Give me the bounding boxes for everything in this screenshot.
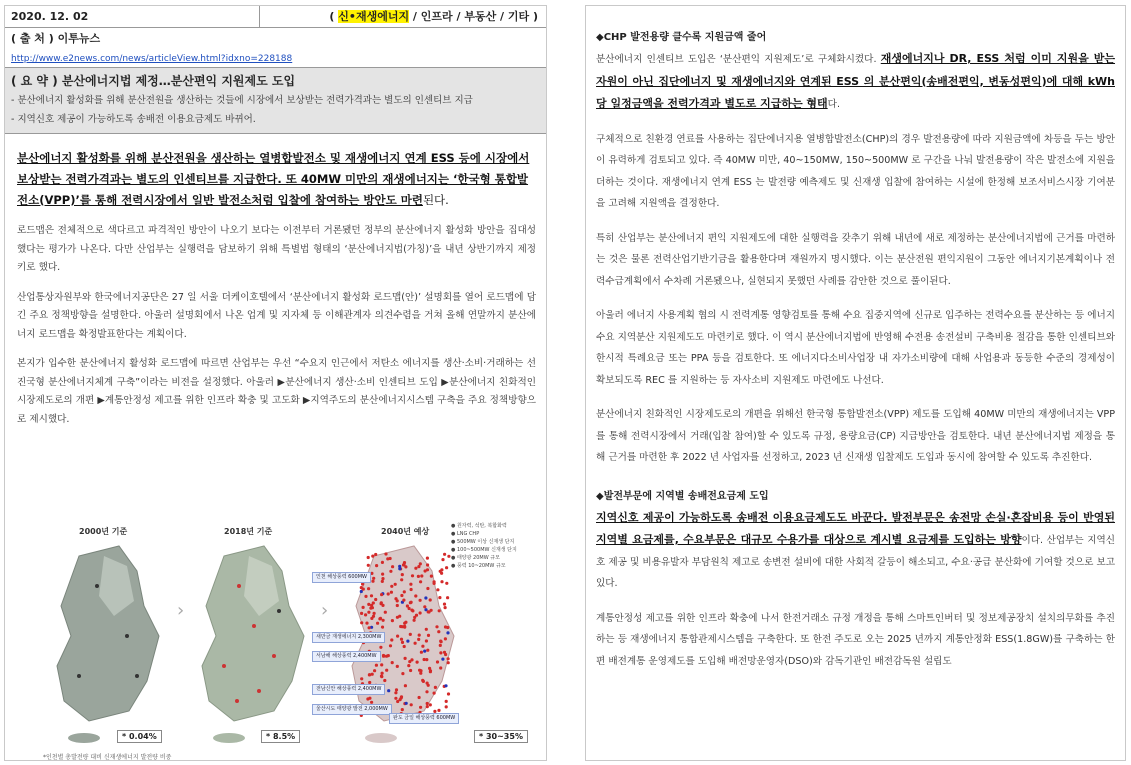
map-footnote: *인천별 총발전량 대비 신재생에너지 발전량 비중	[43, 754, 172, 761]
map-callout: 서남해 해상풍력 2,400MW	[312, 651, 381, 662]
source-url-link[interactable]: http://www.e2news.com/news/articleView.html?idxno=228188	[5, 50, 546, 68]
paragraph: 로드맵은 전체적으로 색다르고 파격적인 방안이 나오기 보다는 이전부터 거론됐던 정부의 분산에너지 활성화 방안을 집대성했다는 평가가 나온다. 다만 산업부는 실행력을 담보하기 위해 특별법 형태의 ‘분산에너지법(가칭)’을 내년 상반기까지 제정키로 했다.	[17, 225, 536, 273]
article-body	[5, 148, 546, 429]
svg-text:›: ›	[321, 600, 329, 621]
map-callout: 울산시도 태양광 발전 2,000MW	[312, 704, 392, 715]
legend-item: ● 풍력 10~20MW 규모	[451, 563, 506, 569]
section-heading-tariff: ◆발전부문에 지역별 송배전요금제 도입	[596, 490, 769, 502]
category-rest: / 인프라 / 부동산 / 기타 )	[412, 10, 538, 23]
summary-box	[5, 68, 546, 134]
korea-map-2018	[202, 546, 304, 743]
map-share-2000: * 0.04%	[117, 730, 162, 743]
summary-line: - 분산에너지 활성화를 위해 분산전원을 생산하는 것들에 시장에서 보상받는 전력가격과는 별도의 인센티브 지급	[11, 95, 473, 106]
page-header	[5, 6, 546, 28]
map-callout: 새만금 재생에너지 2,300MW	[312, 632, 385, 643]
paragraph: 분산에너지 인센티브 도입은 ‘분산편익 지원제도’로 구체화시켰다. 재생에너지나 DR, ESS 처럼 이미 지원을 받는 자원이 아닌 집단에너지 및 재생에너지와 연계된 ESS 의 분산편익(송배전편익, 변동성편익)에 대해 kWh 당 일정금액을 전력가격과 별도로 지급하는 형태다.	[596, 52, 1116, 110]
map-title-2000: 2000년 기준	[79, 527, 128, 536]
summary-line: - 지역신호 제공이 가능하도록 송배전 이용요금제도 바뀌어.	[11, 114, 256, 125]
map-title-2040: 2040년 예상	[381, 527, 430, 536]
paragraph: 특히 산업부는 분산에너지 편익 지원제도에 대한 실행력을 갖추기 위해 내년에 새로 제정하는 분산에너지법에 근거를 마련하는 것은 물론 전력산업기반기금을 활용한다며 재원까지 명시했다. 이는 분산전원 편익지원이 그동안 에너지기본계획이나 전력수급계획에서 수차례 거론됐으나, 실현되지 못했던 사례를 감안한 것으로 풀이된다.	[596, 232, 1115, 287]
energy-maps-figure	[9, 516, 544, 761]
legend-item: ● 500MW 이상 신재생 단지	[451, 539, 515, 545]
legend-item: ● 원자력, 석탄, 복합화력	[451, 523, 507, 529]
paragraph: 본지가 입수한 분산에너지 활성화 로드맵에 따르면 산업부는 우선 “수요지 인근에서 저탄소 에너지를 생산·소비·거래하는 선진국형 분산에너지체계 구축”이라는 비전을 설정했다. 아울러 ▶분산에너지 생산·소비 인센티브 도입 ▶분산에너지 친화적인 시장제도로의 개편 ▶계통안정성 제고를 위한 인프라 확충 및 고도화 ▶지역주도의 분산에너지시스템 구축을 주요 정책방향으로 제시했다.	[17, 358, 536, 425]
lead-tail: 된다.	[422, 193, 449, 207]
paragraph: 아울러 에너지 사용계획 협의 시 전력계통 영향검토를 통해 수요 집중지역에 신규로 입주하는 전력수요를 분산하는 등 에너지수요 지역분산 지원제도도 마련키로 했다. 이 역시 분산에너지법에 반영해 수전용 송전설비 구축비용 절감을 통한 인센티브와 한시적 특례요금 또는 PPA 등을 검토한다. 또 에너지다소비사업장 내 자가소비량에 대해 사업용과 동등한 수준의 경제성이 확보되도록 REC 를 지원하는 등 자사소비 지원제도 마련에도 나선다.	[596, 310, 1115, 386]
map-legend	[451, 522, 517, 570]
map-callout: 전남신안 해상풍력 2,400MW	[312, 684, 385, 695]
paragraph: 계통안정성 제고를 위한 인프라 확충에 나서 한전거래소 규정 개정을 통해 스마트인버터 및 정보제공장치 설치의무화를 추진하는 등 재생에너지 통합관제시스템을 구축한다. 또 한전 주도로 오는 2025 년까지 계통안정화 ESS(1.8GW)를 구축하는 한편 배전계통 운영제도를 도입해 배전망운영자(DSO)와 감독기관인 배전감독원 설립도	[596, 612, 1115, 667]
map-callout: 인천 해상풍력 600MW	[312, 572, 371, 583]
map-share-2040: * 30~35%	[474, 730, 528, 743]
legend-item: ● 태양광 20MW 규모	[451, 555, 500, 561]
right-page	[585, 5, 1126, 761]
section-heading-chp: ◆CHP 발전용량 클수록 지원금액 줄어	[596, 32, 767, 43]
map-callout: 완도 금일 해상풍력 600MW	[389, 713, 459, 724]
category-highlight: 신•재생에너지	[338, 10, 410, 23]
map-title-2018: 2018년 기준	[224, 527, 273, 536]
source-line: ( 출 처 ) 이투뉴스	[11, 32, 101, 45]
right-article-body	[586, 30, 1125, 672]
left-page	[4, 5, 547, 761]
lead-bold: 분산에너지 활성화를 위해 분산전원을 생산하는 열병합발전소 및 재생에너지 연계 ESS 등에 시장에서 보상받는 전력가격과는 별도의 인센티브를 지급한다. 또 40MW 미만의 재생에너지는 ‘한국형 통합발전소(VPP)’를 통해 전력시장에서 일반 발전소처럼 입찰에 참여하는 방안도 마련	[17, 151, 530, 207]
article-date: 2020. 12. 02	[5, 6, 260, 27]
lead-paragraph	[17, 148, 536, 211]
summary-title: ( 요 약 ) 분산에너지법 제정…분산편익 지원제도 도입	[11, 74, 296, 88]
paragraph: 지역신호 제공이 가능하도록 송배전 이용요금제도도 바꾼다. 발전부문은 송전망 손실·혼잡비용 등이 반영된 지역별 요금제를, 수요부문은 대규모 수용가를 대상으로 계시별 요금제를 도입하는 방향이다. 산업부는 지역신호 제공 및 비용유발자 부담원칙 제고로 송변전 설비에 대한 사회적 갈등이 해소되고, 수요·공급 분산화에 기여할 것으로 보고 있다.	[596, 510, 1115, 589]
legend-item: ● 100~500MW 신재생 단지	[451, 547, 517, 553]
svg-text:›: ›	[177, 600, 185, 621]
paragraph: 구체적으로 친환경 연료를 사용하는 집단에너지용 열병합발전소(CHP)의 경우 발전용량에 따라 지원금액에 차등을 두는 방안이 유력하게 검토되고 있다. 즉 40MW 미만, 40~150MW, 150~500MW 로 구간을 나눠 발전용량이 작은 발전소에 지원을 더하는 것이다. 재생에너지 연계 ESS 는 발전량 예측제도 및 신재생 입찰에 참여하는 시설에 한정해 보조서비스시장 기여분을 고려해 지원액을 결정한다.	[596, 133, 1115, 209]
category-labels	[260, 6, 546, 27]
map-share-2018: * 8.5%	[261, 730, 300, 743]
paragraph: 분산에너지 친화적인 시장제도로의 개편을 위해선 한국형 통합발전소(VPP) 제도를 도입해 40MW 미만의 재생에너지는 VPP 를 통해 전력시장에서 거래(입찰 참여)할 수 있도록 규정, 용량요금(CP) 지급방안을 검토한다. 내년 분산에너지법 제정을 통해 근거를 마련한 후 2022 년 사업자를 선정하고, 2023 년 신재생 입찰제도 도입과 동시에 참여할 수 있도록 추진한다.	[596, 409, 1115, 463]
korea-map-2000	[57, 546, 159, 743]
paragraph: 산업통상자원부와 한국에너지공단은 27 일 서울 더케이호텔에서 ‘분산에너지 활성화 로드맵(안)’ 설명회를 열어 로드맵에 담긴 주요 정책방향을 설명한다. 아울러 설명회에서 나온 업계 및 지자체 등 이해관계자 의견수렴을 거쳐 올해 연말까지 분산에너지 로드맵을 확정발표한다는 계획이다.	[17, 291, 536, 340]
legend-item: ● LNG CHP	[451, 531, 480, 537]
category-open: (	[329, 10, 335, 23]
